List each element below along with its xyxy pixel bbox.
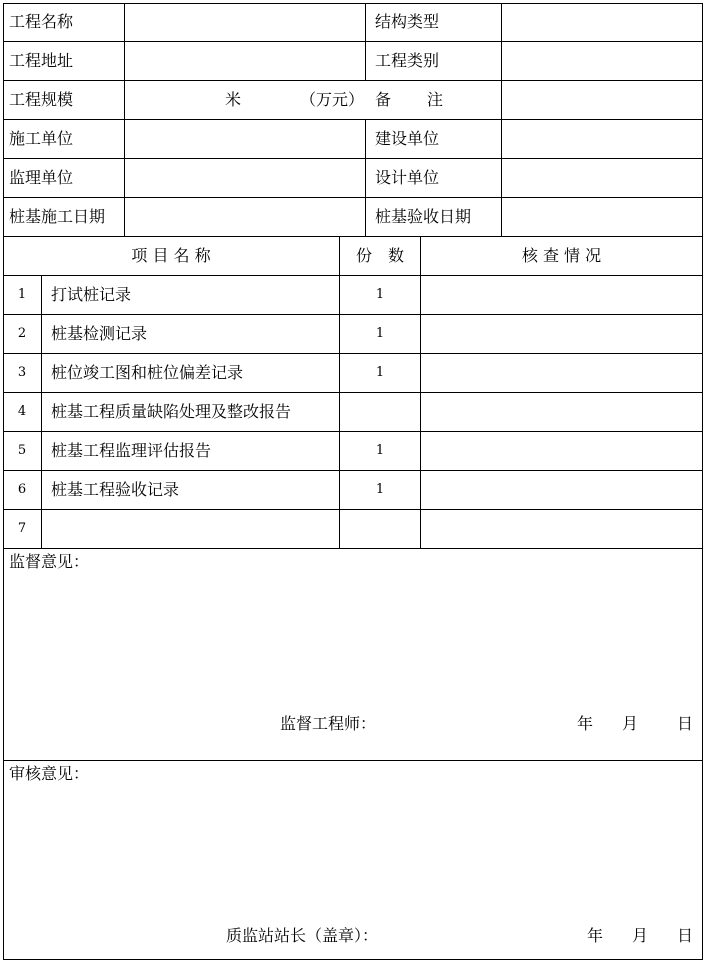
item-count: 1 xyxy=(375,443,385,458)
row-number: 2 xyxy=(17,326,27,341)
border-bottom xyxy=(3,959,703,960)
project-name-label: 工程名称 xyxy=(9,12,74,31)
row-divider xyxy=(3,80,703,81)
row-divider xyxy=(3,236,703,237)
row-number: 6 xyxy=(17,482,27,497)
row-number: 1 xyxy=(17,287,27,302)
row-divider xyxy=(3,119,703,120)
row-divider xyxy=(3,392,703,393)
review-date-day: 日 xyxy=(677,926,694,945)
border-top xyxy=(3,3,703,4)
row-divider xyxy=(3,353,703,354)
item-count: 1 xyxy=(375,326,385,341)
supervision-engineer-label: 监督工程师： xyxy=(280,714,377,733)
row-divider xyxy=(3,548,703,549)
row-number: 7 xyxy=(17,521,27,536)
item-count: 1 xyxy=(375,287,385,302)
item-name: 桩基检测记录 xyxy=(51,324,148,343)
border-left xyxy=(3,3,4,960)
column-divider xyxy=(501,3,502,236)
column-divider xyxy=(365,3,366,80)
items-header-name: 项 目 名 称 xyxy=(131,246,211,265)
column-divider xyxy=(420,236,421,548)
pile-acceptance-date-label: 桩基验收日期 xyxy=(375,207,472,226)
column-divider xyxy=(41,275,42,548)
row-divider xyxy=(3,470,703,471)
border-right xyxy=(702,3,703,960)
items-header-check: 核 查 情 况 xyxy=(521,246,602,265)
project-address-label: 工程地址 xyxy=(9,51,74,70)
supervision-date-day: 日 xyxy=(677,714,694,733)
station-chief-label: 质监站站长（盖章）： xyxy=(226,926,379,945)
row-number: 3 xyxy=(17,365,27,380)
row-divider xyxy=(3,275,703,276)
project-scale-label: 工程规模 xyxy=(9,90,74,109)
item-name: 桩基工程监理评估报告 xyxy=(51,441,212,460)
row-divider xyxy=(3,509,703,510)
column-divider xyxy=(339,236,340,548)
row-divider xyxy=(3,197,703,198)
item-name: 桩基工程验收记录 xyxy=(51,480,180,499)
item-name: 打试桩记录 xyxy=(51,285,132,304)
row-divider xyxy=(3,431,703,432)
pile-construction-date-label: 桩基施工日期 xyxy=(9,207,106,226)
row-divider xyxy=(3,158,703,159)
builder-unit-label: 建设单位 xyxy=(375,129,440,148)
row-divider xyxy=(3,314,703,315)
supervision-opinion-label: 监督意见： xyxy=(9,552,90,571)
scale-unit-meter: 米 xyxy=(225,90,242,109)
remark-label-part-2: 注 xyxy=(427,90,444,109)
review-date-month: 月 xyxy=(632,926,649,945)
item-name: 桩基工程质量缺陷处理及整改报告 xyxy=(51,402,292,421)
row-divider xyxy=(3,41,703,42)
review-date-year: 年 xyxy=(587,926,604,945)
supervision-unit-label: 监理单位 xyxy=(9,168,74,187)
pile-acceptance-form xyxy=(3,3,703,960)
supervision-date-month: 月 xyxy=(622,714,639,733)
structure-type-label: 结构类型 xyxy=(375,12,440,31)
items-header-count: 份 数 xyxy=(355,246,404,265)
section-divider xyxy=(3,760,703,761)
column-divider xyxy=(124,3,125,236)
design-unit-label: 设计单位 xyxy=(375,168,440,187)
item-name: 桩位竣工图和桩位偏差记录 xyxy=(51,363,244,382)
item-count: 1 xyxy=(375,482,385,497)
supervision-date-year: 年 xyxy=(577,714,594,733)
scale-unit-wan-yuan: （万元） xyxy=(300,90,365,109)
project-category-label: 工程类别 xyxy=(375,51,440,70)
review-opinion-label: 审核意见： xyxy=(9,764,90,783)
row-number: 4 xyxy=(17,404,27,419)
item-count: 1 xyxy=(375,365,385,380)
row-number: 5 xyxy=(17,443,27,458)
remark-label-part-1: 备 xyxy=(375,90,392,109)
construction-unit-label: 施工单位 xyxy=(9,129,74,148)
column-divider xyxy=(365,119,366,236)
